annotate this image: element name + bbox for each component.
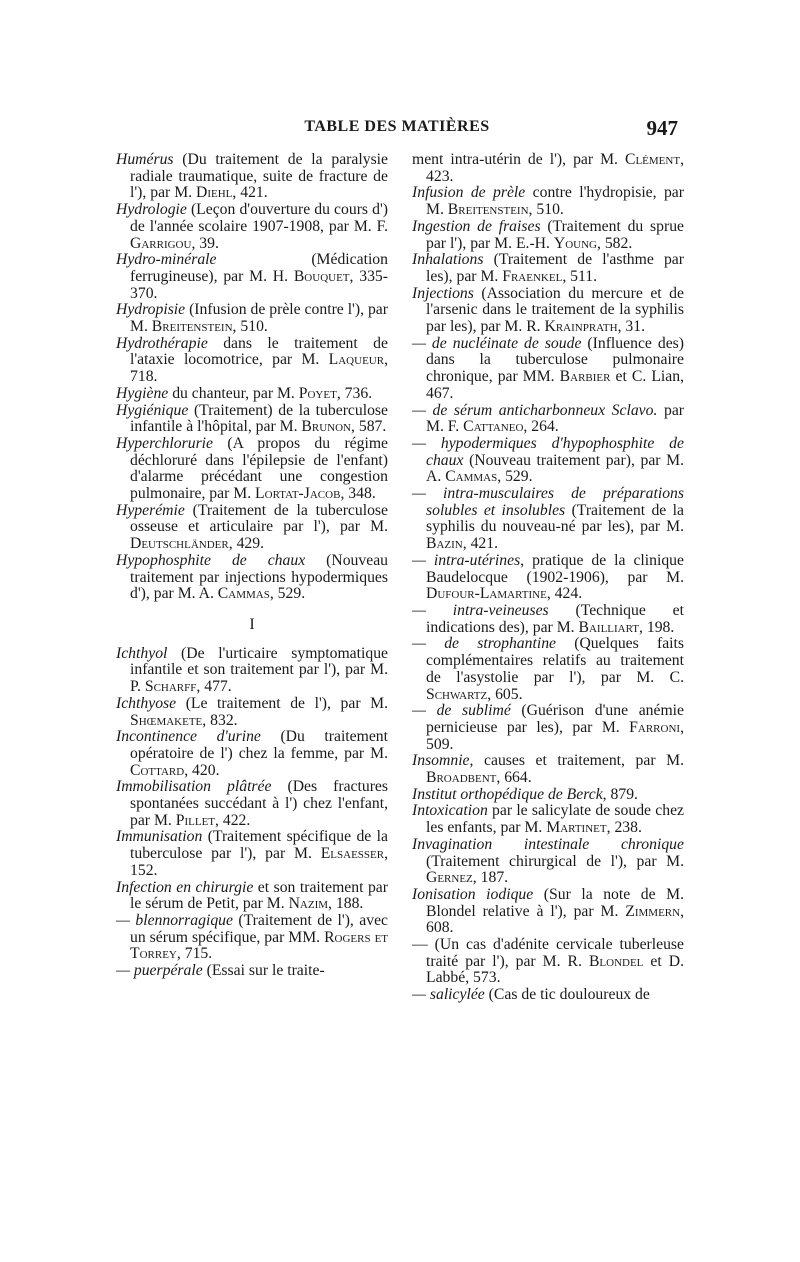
entry-text: (Le traitement de l'), par M.: [176, 694, 388, 712]
entry-text: (Association du mercure et de l'arsenic dans le traitement de la syphilis par les), par M. R.: [426, 284, 684, 336]
entry-tail: , 509.: [426, 718, 684, 753]
index-entry: [116, 646, 388, 696]
entry-text: (Traitement du sprue par l'), par M. E.-H.: [426, 217, 685, 252]
index-entry: [116, 880, 388, 913]
entry-author: Zimmern: [625, 902, 681, 920]
entry-tail: , 424.: [546, 585, 583, 603]
entry-author: Cammas: [445, 468, 498, 486]
index-entry: [116, 436, 388, 503]
index-entry: [116, 252, 388, 302]
entry-text: (Traitement chirurgical de l'), par M.: [426, 852, 684, 870]
right-column: [412, 152, 684, 1004]
entry-author: Deutschländer: [130, 535, 229, 553]
entry-head: Infusion de prèle: [412, 184, 526, 202]
entry-author: Breitenstein: [151, 318, 233, 336]
entry-tail: , 188.: [328, 895, 364, 913]
entry-tail: , 198.: [639, 618, 675, 636]
entry-head: Incontinence d'urine: [116, 728, 261, 746]
entry-text: (Médication ferrugineuse), par M. H.: [130, 251, 388, 285]
entry-head: Immobilisation plâtrée: [116, 778, 272, 796]
entry-text: (Des fractures spontanées succédant à l') chez l'enfant, par M.: [130, 778, 388, 829]
entry-tail: , 664.: [496, 769, 532, 787]
entry-tail: , 582.: [596, 234, 633, 252]
entry-head: Hydro-minérale: [116, 251, 217, 269]
entry-text: contre l'hydropisie, par M.: [426, 184, 684, 219]
index-entry: [116, 963, 388, 980]
index-entry: [116, 302, 388, 335]
entry-head: Ichthyol: [116, 644, 168, 662]
index-entry: [412, 636, 684, 703]
index-entry: [412, 219, 684, 252]
left-entries-i: [116, 646, 388, 980]
entry-tail: , 511.: [562, 267, 598, 285]
entry-tail: , 187.: [472, 869, 509, 887]
index-entry: [412, 837, 684, 887]
entry-author: Dufour-Lamartine: [426, 585, 547, 603]
entry-text: par le salicylate de soude chez les enfants, par M.: [426, 802, 684, 837]
index-entry: [116, 403, 388, 436]
entry-author: Cottard: [130, 761, 185, 779]
index-entry: [116, 913, 388, 963]
entry-tail: , 608.: [426, 902, 684, 937]
entry-author: Barbier: [559, 368, 611, 386]
index-entry: [116, 336, 388, 386]
entry-tail: , 421.: [232, 184, 268, 202]
index-entry: [412, 703, 684, 753]
running-title: TABLE DES MATIÈRES: [304, 118, 490, 135]
index-entry: [116, 152, 388, 202]
index-entry: [412, 803, 684, 836]
entry-text: (Du traitement opératoire de l') chez la femme, par M.: [130, 728, 388, 762]
entry-text: (Guérison d'une anémie pernicieuse par les), par M.: [426, 702, 684, 736]
entry-author: Fraenkel: [502, 267, 563, 285]
entry-author: Cattaneo: [463, 418, 524, 436]
entry-tail: , 832.: [202, 711, 238, 729]
entry-text: (Sur la note de M. Blondel relative à l'), par M.: [426, 885, 684, 920]
entry-head: Insomnie: [412, 752, 470, 770]
entry-head: Hyperchlorurie: [116, 434, 214, 452]
entry-text: dans le traitement de l'ataxie locomotrice, par M.: [130, 334, 388, 369]
index-entry: [412, 486, 684, 553]
entry-tail: , 238.: [606, 819, 642, 837]
index-entry: [412, 603, 684, 636]
right-entries: [412, 152, 684, 1004]
index-entry: [412, 403, 684, 436]
entry-author: Bouquet: [293, 267, 350, 285]
entry-head: — blennorragique: [116, 911, 233, 929]
entry-head: Hydrothérapie: [116, 334, 208, 352]
entry-author: Schwartz: [426, 685, 488, 703]
entry-text: (Cas de tic douloureux de: [484, 986, 650, 1004]
index-entry: [116, 729, 388, 779]
entry-author: Lortat-Jacob: [255, 485, 341, 503]
entry-text: par M. F.: [426, 401, 684, 436]
entry-tail: , 423.: [426, 151, 684, 185]
entry-head: — intra-musculaires de préparations solubles et insolubles: [412, 485, 684, 519]
entry-text: — (Un cas d'adénite cervicale tuberleuse traité par l'), par M. R.: [412, 936, 684, 970]
entry-tail: , 421.: [462, 535, 499, 553]
entry-author: Gernez: [426, 869, 473, 887]
entry-head: Invagination intestinale chronique: [412, 835, 684, 853]
entry-tail: , 152.: [130, 845, 388, 879]
entry-author: Poyet: [298, 384, 337, 402]
index-entry: [116, 503, 388, 553]
entry-text: (Traitement) de la tuberculose infantile à l'hôpital, par M.: [130, 401, 388, 436]
entry-tail: , 587.: [351, 418, 387, 436]
entry-head: Hydrologie: [116, 201, 187, 219]
entry-tail: et D. Labbé, 573.: [426, 952, 685, 987]
entry-head: Hyperémie: [116, 501, 185, 519]
entry-head: Intoxication: [412, 802, 488, 820]
index-entry: [116, 779, 388, 829]
entry-tail: , 348.: [340, 485, 376, 503]
entry-author: Diehl: [196, 184, 233, 202]
entry-head: Hypophosphite de chaux: [116, 551, 306, 569]
entry-author: Krainprath: [544, 318, 618, 336]
entry-text: (De l'urticaire symptomatique infantile et son traitement par l'), par M. P.: [130, 644, 388, 696]
index-entry: [412, 152, 684, 185]
entry-head: Ionisation iodique: [412, 885, 534, 903]
index-entry: [116, 553, 388, 603]
section-letter: I: [249, 615, 255, 633]
entry-tail: , 529.: [269, 585, 306, 603]
page-number: 947: [646, 116, 678, 140]
entry-text: (Traitement spécifique de la tuberculose par l'), par M.: [130, 828, 388, 863]
entry-text: (Nouveau traitement par injections hypodermiques d'), par M. A.: [130, 551, 389, 603]
entry-tail: , 736.: [336, 384, 373, 402]
entry-author: Martinet: [546, 819, 607, 837]
entry-author: Farroni: [629, 718, 681, 736]
entry-author: Rogers et Torrey: [130, 928, 389, 963]
entry-head: — de strophantine: [412, 635, 556, 653]
entry-head: — de sublimé: [412, 702, 511, 720]
index-entry: [116, 696, 388, 729]
entry-text: , pratique de la clinique Baudelocque (1902-1906), par M.: [426, 551, 684, 586]
entry-tail: , 715.: [176, 945, 213, 963]
entry-author: Bailliart: [578, 618, 640, 636]
index-entry: [412, 436, 684, 486]
entry-author: Broadbent: [426, 769, 497, 787]
entry-head: Ingestion de fraises: [412, 217, 541, 235]
entry-text: ment intra-utérin de l'), par M.: [412, 151, 625, 168]
entry-tail: , 39.: [191, 234, 219, 252]
entry-tail: , 605.: [487, 685, 523, 703]
index-entry: [412, 286, 684, 336]
entry-head: — intra-utérines: [412, 551, 521, 569]
index-entry: [116, 202, 388, 252]
index-entry: [412, 887, 684, 937]
index-entry: [412, 185, 684, 218]
index-entry: [116, 829, 388, 879]
entry-head: Ichthyose: [116, 694, 177, 712]
entry-tail: , 420.: [184, 761, 220, 779]
entry-tail: , 335-370.: [130, 267, 388, 302]
entry-text: (Technique et indications des), par M.: [426, 601, 684, 636]
index-entry: [412, 753, 684, 786]
entry-head: Injections: [412, 284, 474, 302]
entry-text: (A propos du régime déchloruré dans l'épilepsie de l'enfant) d'alarme précédant une congestion pulmonaire, par M.: [130, 434, 388, 503]
entry-text: (Essai sur le traite-: [202, 962, 325, 980]
entry-tail: , 477.: [196, 678, 232, 696]
index-entry: [412, 787, 684, 804]
entry-text: (Traitement de la syphilis du nouveau-né par les), par M.: [426, 501, 684, 536]
entry-head: — de nucléinate de soude: [412, 334, 582, 352]
entry-author: Nazim: [288, 895, 329, 913]
left-entries: [116, 152, 388, 603]
entry-author: Elsaesser: [320, 845, 385, 863]
entry-head: — hypodermiques d'hypophosphite de chaux: [412, 434, 684, 469]
entry-head: Hydropisie: [116, 301, 186, 319]
entry-text: (Leçon d'ouverture du cours d') de l'année scolaire 1907-1908, par M. F.: [130, 201, 388, 235]
entry-text: , causes et traitement, par M.: [469, 752, 684, 770]
entry-head: — salicylée: [412, 986, 485, 1004]
entry-tail: , 264.: [523, 418, 559, 436]
entry-head: — de sérum anticharbonneux Sclavo.: [412, 401, 658, 419]
entry-tail: , 510.: [232, 318, 268, 336]
entry-text: (Infusion de prèle contre l'), par M.: [130, 301, 388, 336]
left-column: [116, 152, 388, 980]
entry-author: Cammas: [217, 585, 270, 603]
entry-author: Laqueur: [328, 351, 385, 369]
entry-author: Brunon: [301, 418, 351, 436]
entry-author: Bazin: [426, 535, 463, 553]
entry-author: Blondel: [588, 952, 644, 970]
entry-head: Immunisation: [116, 828, 203, 846]
entry-tail: , 529.: [497, 468, 533, 486]
running-header: [116, 116, 678, 142]
entry-tail: , 718.: [130, 351, 388, 386]
index-entry: [412, 553, 684, 603]
entry-author: Pillet: [175, 811, 216, 829]
entry-head: — intra-veineuses: [412, 601, 549, 619]
entry-author: Garrigou: [130, 234, 192, 252]
entry-text: (Quelques faits complémentaires relatifs au traitement de l'asystolie par l'), par M. C.: [426, 635, 684, 686]
entry-author: Shœmakete: [130, 711, 203, 729]
entry-author: Young: [553, 234, 597, 252]
entry-text: (Du traitement de la paralysie radiale traumatique, suite de fracture de l'), par M.: [130, 151, 388, 202]
entry-head: Institut orthopédique de Berck: [412, 785, 603, 803]
entry-tail: , 422.: [215, 811, 251, 829]
entry-head: Hygiénique: [116, 401, 189, 419]
entry-text: , 879.: [602, 785, 638, 803]
entry-author: Clément: [625, 151, 681, 168]
entry-text: (Traitement de la tuberculose osseuse et articulaire par l'), par M.: [130, 501, 388, 536]
index-entry: [412, 987, 684, 1004]
entry-text: du chanteur, par M.: [168, 384, 299, 402]
entry-text: (Traitement de l'asthme par les), par M.: [426, 251, 684, 285]
entry-head: Humérus: [116, 151, 174, 168]
entry-text: et son traitement par le sérum de Petit, par M.: [130, 878, 388, 913]
index-entry: [116, 386, 388, 403]
entry-tail: , 31.: [617, 318, 646, 336]
entry-text: (Influence des) dans la tuberculose pulmonaire chronique, par MM.: [426, 334, 684, 386]
entry-author: Scharff: [144, 678, 197, 696]
index-entry: [412, 252, 684, 285]
entry-text: (Nouveau traitement par), par M. A.: [426, 451, 684, 486]
entry-tail: , 510.: [528, 201, 564, 219]
entry-head: Infection en chirurgie: [116, 878, 254, 896]
entry-author: Breitenstein: [447, 201, 529, 219]
entry-head: Inhalations: [412, 251, 484, 269]
entry-tail: et C. Lian, 467.: [426, 368, 684, 402]
index-entry: [412, 937, 684, 987]
entry-tail: , 429.: [228, 535, 265, 553]
entry-head: — puerpérale: [116, 962, 203, 980]
entry-head: Hygiène: [116, 384, 169, 402]
index-entry: [412, 336, 684, 403]
entry-text: (Traitement de l'), avec un sérum spécifique, par MM.: [130, 911, 388, 946]
